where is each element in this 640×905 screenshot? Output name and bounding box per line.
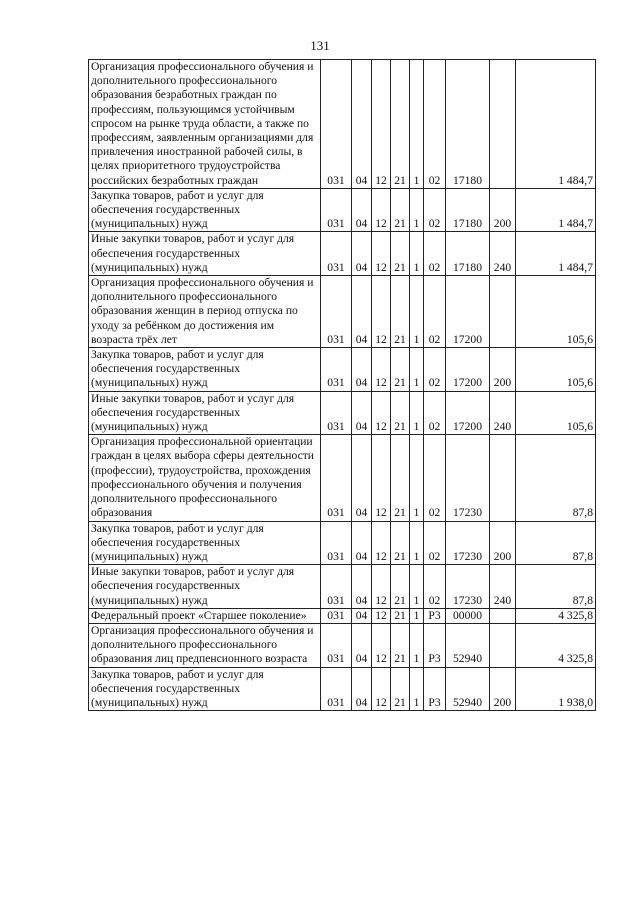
subsection-code: 12 [372, 232, 391, 276]
amount: 105,6 [516, 276, 596, 348]
table-row [89, 60, 596, 189]
amount: 87,8 [516, 565, 596, 609]
expense-type-code: 240 [490, 565, 516, 609]
program-code: 21 [391, 188, 410, 232]
direction-code: 17200 [446, 391, 490, 435]
table-row [89, 667, 596, 711]
ministry-code: 031 [321, 608, 352, 623]
direction-code: 17230 [446, 521, 490, 565]
amount: 1 484,7 [516, 188, 596, 232]
subprogram-code: 1 [410, 435, 424, 521]
subprogram-code: 1 [410, 60, 424, 189]
direction-code: 00000 [446, 608, 490, 623]
section-code: 04 [352, 276, 372, 348]
project-code: P3 [424, 667, 446, 711]
program-code: 21 [391, 276, 410, 348]
subprogram-code: 1 [410, 608, 424, 623]
ministry-code: 031 [321, 435, 352, 521]
table-row [89, 188, 596, 232]
expense-type-code [490, 608, 516, 623]
subsection-code: 12 [372, 391, 391, 435]
program-code: 21 [391, 565, 410, 609]
table-row [89, 435, 596, 521]
amount: 1 484,7 [516, 232, 596, 276]
amount: 4 325,8 [516, 623, 596, 667]
direction-code: 52940 [446, 667, 490, 711]
subprogram-code: 1 [410, 521, 424, 565]
table-row [89, 623, 596, 667]
program-code: 21 [391, 391, 410, 435]
row-name: Организация профессионального обучения и дополнительного профессионального образования женщин в период отпуска по уходу за ребёнком до достижения им возраста трёх лет [89, 276, 321, 348]
section-code: 04 [352, 348, 372, 392]
project-code: 02 [424, 521, 446, 565]
ministry-code: 031 [321, 565, 352, 609]
program-code: 21 [391, 623, 410, 667]
expense-type-code: 240 [490, 232, 516, 276]
project-code: 02 [424, 435, 446, 521]
row-name: Организация профессионального обучения и дополнительного профессионального образования лиц предпенсионного возраста [89, 623, 321, 667]
table-row [89, 521, 596, 565]
direction-code: 17200 [446, 348, 490, 392]
subprogram-code: 1 [410, 348, 424, 392]
amount: 87,8 [516, 521, 596, 565]
subsection-code: 12 [372, 521, 391, 565]
subprogram-code: 1 [410, 276, 424, 348]
section-code: 04 [352, 667, 372, 711]
subprogram-code: 1 [410, 667, 424, 711]
subprogram-code: 1 [410, 232, 424, 276]
direction-code: 17200 [446, 276, 490, 348]
row-name: Закупка товаров, работ и услуг для обеспечения государственных (муниципальных) нужд [89, 188, 321, 232]
subsection-code: 12 [372, 608, 391, 623]
amount: 105,6 [516, 348, 596, 392]
page-number: 131 [310, 38, 330, 53]
table-row [89, 565, 596, 609]
expense-type-code [490, 435, 516, 521]
ministry-code: 031 [321, 391, 352, 435]
project-code: 02 [424, 188, 446, 232]
project-code: 02 [424, 348, 446, 392]
project-code: 02 [424, 565, 446, 609]
subsection-code: 12 [372, 60, 391, 189]
expense-type-code [490, 623, 516, 667]
expense-type-code: 200 [490, 521, 516, 565]
expense-type-code: 240 [490, 391, 516, 435]
subsection-code: 12 [372, 188, 391, 232]
table-row [89, 391, 596, 435]
expense-type-code: 200 [490, 348, 516, 392]
program-code: 21 [391, 232, 410, 276]
direction-code: 17180 [446, 60, 490, 189]
program-code: 21 [391, 521, 410, 565]
ministry-code: 031 [321, 60, 352, 189]
subprogram-code: 1 [410, 188, 424, 232]
direction-code: 17230 [446, 565, 490, 609]
row-name: Иные закупки товаров, работ и услуг для обеспечения государственных (муниципальных) нужд [89, 232, 321, 276]
row-name: Закупка товаров, работ и услуг для обеспечения государственных (муниципальных) нужд [89, 348, 321, 392]
amount: 4 325,8 [516, 608, 596, 623]
expense-type-code: 200 [490, 667, 516, 711]
direction-code: 17180 [446, 232, 490, 276]
direction-code: 52940 [446, 623, 490, 667]
table-row [89, 232, 596, 276]
project-code: 02 [424, 391, 446, 435]
section-code: 04 [352, 608, 372, 623]
expense-type-code [490, 60, 516, 189]
program-code: 21 [391, 435, 410, 521]
section-code: 04 [352, 232, 372, 276]
program-code: 21 [391, 60, 410, 189]
row-name: Иные закупки товаров, работ и услуг для обеспечения государственных (муниципальных) нужд [89, 391, 321, 435]
row-name: Иные закупки товаров, работ и услуг для обеспечения государственных (муниципальных) нужд [89, 565, 321, 609]
project-code: 02 [424, 60, 446, 189]
amount: 1 484,7 [516, 60, 596, 189]
ministry-code: 031 [321, 276, 352, 348]
subsection-code: 12 [372, 435, 391, 521]
program-code: 21 [391, 348, 410, 392]
amount: 87,8 [516, 435, 596, 521]
ministry-code: 031 [321, 521, 352, 565]
section-code: 04 [352, 188, 372, 232]
section-code: 04 [352, 60, 372, 189]
subsection-code: 12 [372, 565, 391, 609]
ministry-code: 031 [321, 232, 352, 276]
project-code: 02 [424, 276, 446, 348]
table-row [89, 348, 596, 392]
project-code: 02 [424, 232, 446, 276]
program-code: 21 [391, 667, 410, 711]
row-name: Организация профессиональной ориентации граждан в целях выбора сферы деятельности (профессии), трудоустройства, прохождения профессионального обучения и получения дополнительного профессионального образования [89, 435, 321, 521]
program-code: 21 [391, 608, 410, 623]
project-code: P3 [424, 623, 446, 667]
subsection-code: 12 [372, 623, 391, 667]
section-code: 04 [352, 623, 372, 667]
subsection-code: 12 [372, 276, 391, 348]
row-name: Организация профессионального обучения и дополнительного профессионального образования безработных граждан по профессиям, пользующимся устойчивым спросом на рынке труда области, а также по профессиям, заявленным организациями для привлечения иностранной рабочей силы, в целях приоритетного трудоустройства российских безработных граждан [89, 60, 321, 189]
amount: 105,6 [516, 391, 596, 435]
ministry-code: 031 [321, 667, 352, 711]
project-code: P3 [424, 608, 446, 623]
amount: 1 938,0 [516, 667, 596, 711]
subsection-code: 12 [372, 667, 391, 711]
ministry-code: 031 [321, 188, 352, 232]
budget-rows [89, 60, 596, 711]
ministry-code: 031 [321, 623, 352, 667]
table-row [89, 608, 596, 623]
ministry-code: 031 [321, 348, 352, 392]
subprogram-code: 1 [410, 565, 424, 609]
row-name: Закупка товаров, работ и услуг для обеспечения государственных (муниципальных) нужд [89, 521, 321, 565]
direction-code: 17180 [446, 188, 490, 232]
subsection-code: 12 [372, 348, 391, 392]
subprogram-code: 1 [410, 391, 424, 435]
section-code: 04 [352, 521, 372, 565]
section-code: 04 [352, 435, 372, 521]
subprogram-code: 1 [410, 623, 424, 667]
direction-code: 17230 [446, 435, 490, 521]
expense-type-code: 200 [490, 188, 516, 232]
row-name: Закупка товаров, работ и услуг для обеспечения государственных (муниципальных) нужд [89, 667, 321, 711]
section-code: 04 [352, 565, 372, 609]
budget-table [88, 59, 596, 711]
table-row [89, 276, 596, 348]
expense-type-code [490, 276, 516, 348]
section-code: 04 [352, 391, 372, 435]
row-name: Федеральный проект «Старшее поколение» [89, 608, 321, 623]
